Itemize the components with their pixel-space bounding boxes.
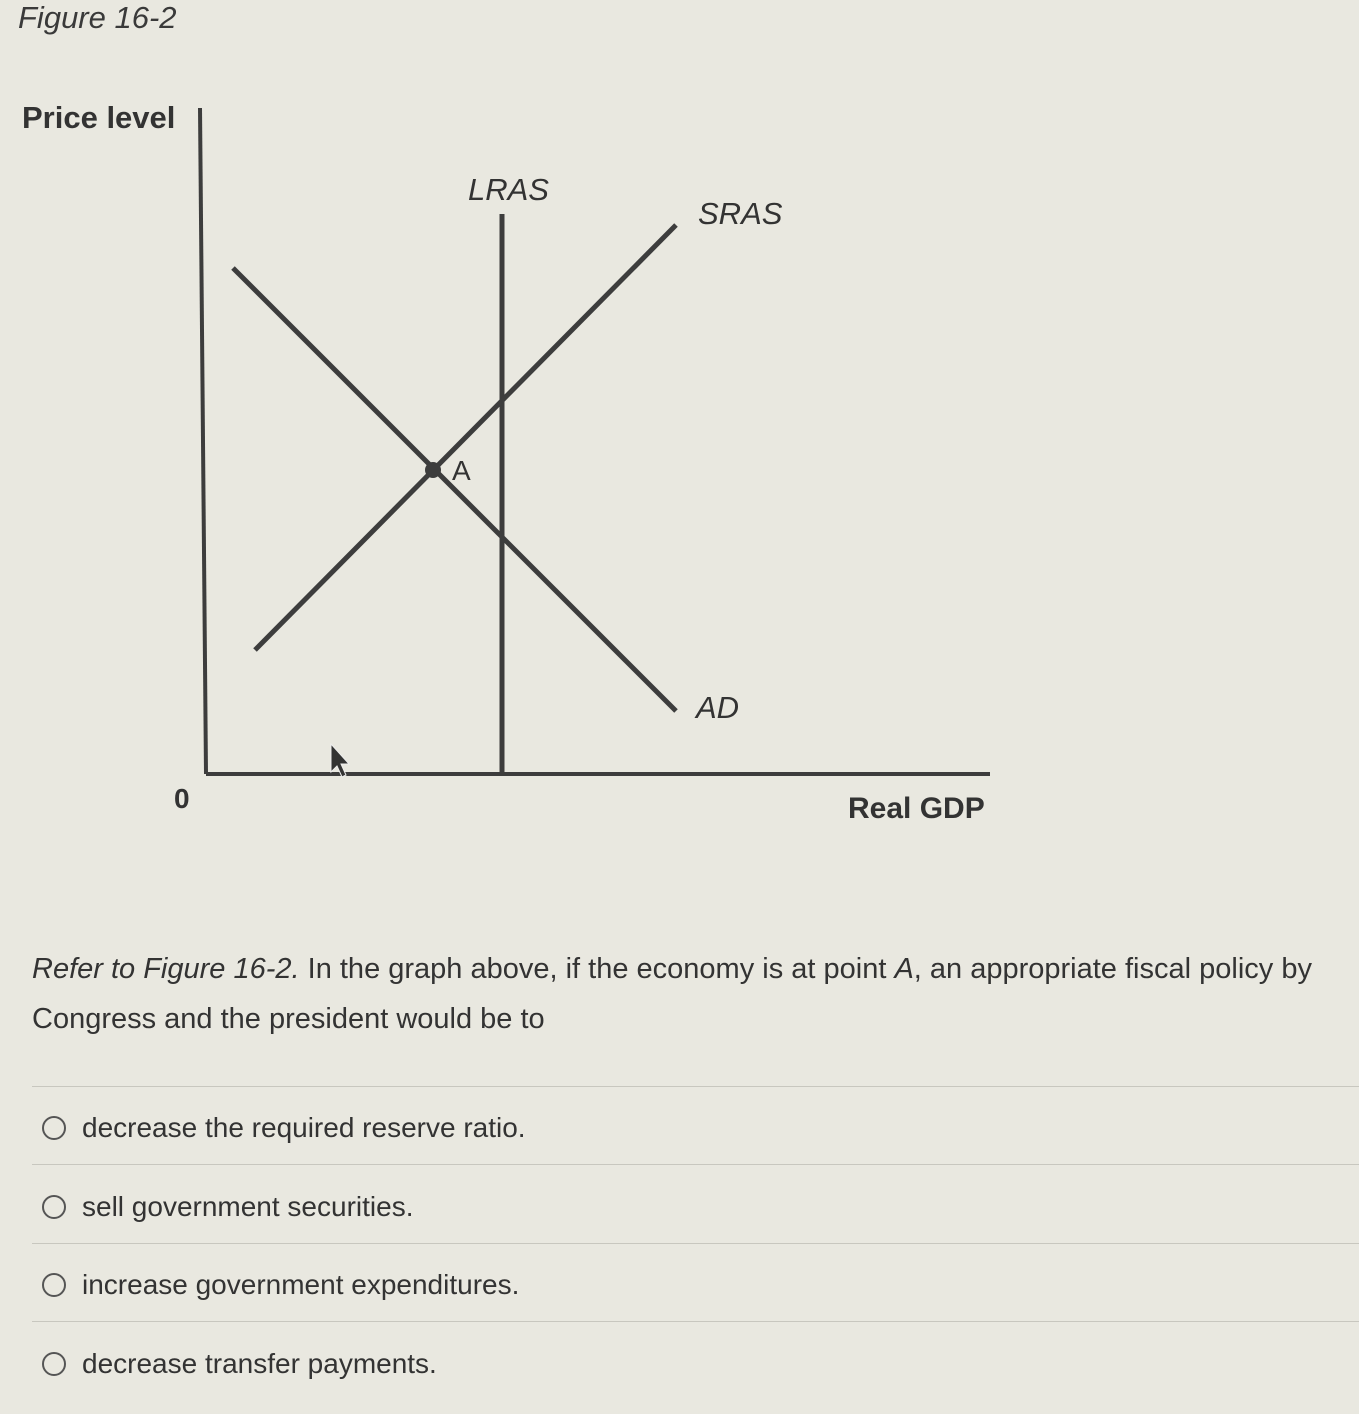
- origin-label: 0: [174, 783, 190, 814]
- divider: [32, 1321, 1359, 1322]
- question-text: [32, 944, 1332, 1044]
- divider: [32, 1086, 1359, 1087]
- answer-option-label: increase government expenditures.: [82, 1269, 520, 1300]
- point-a-label: A: [452, 455, 471, 486]
- radio-button-icon[interactable]: [42, 1195, 66, 1219]
- question-body-part1: In the graph above, if the economy is at point: [299, 953, 895, 985]
- radio-button-icon[interactable]: [42, 1116, 66, 1140]
- x-axis-label: Real GDP: [848, 792, 985, 825]
- answer-option-label: sell government securities.: [82, 1191, 414, 1222]
- ad-label: AD: [696, 690, 740, 725]
- point-a-marker: [425, 462, 441, 478]
- radio-button-icon[interactable]: [42, 1352, 66, 1376]
- question-body-part2: , an appropriate fiscal policy by Congress and the president would be to: [32, 953, 1312, 1035]
- divider: [32, 1164, 1359, 1165]
- answer-option-label: decrease transfer payments.: [82, 1348, 437, 1379]
- sras-curve: [255, 225, 676, 650]
- divider: [32, 1243, 1359, 1244]
- question-reference: Refer to Figure 16-2.: [32, 953, 300, 985]
- answer-option-4[interactable]: [42, 1344, 437, 1384]
- y-axis: [200, 108, 206, 774]
- lras-label: LRAS: [468, 172, 549, 207]
- ad-curve: [233, 268, 676, 711]
- radio-button-icon[interactable]: [42, 1273, 66, 1297]
- question-point: A: [894, 953, 914, 985]
- figure-title: Figure 16-2: [18, 0, 177, 35]
- answer-option-label: decrease the required reserve ratio.: [82, 1112, 526, 1143]
- answer-option-2[interactable]: [42, 1187, 413, 1227]
- answer-option-3[interactable]: [42, 1265, 519, 1305]
- answer-option-1[interactable]: [42, 1108, 526, 1148]
- sras-label: SRAS: [698, 196, 783, 231]
- y-axis-label: Price level: [22, 100, 176, 135]
